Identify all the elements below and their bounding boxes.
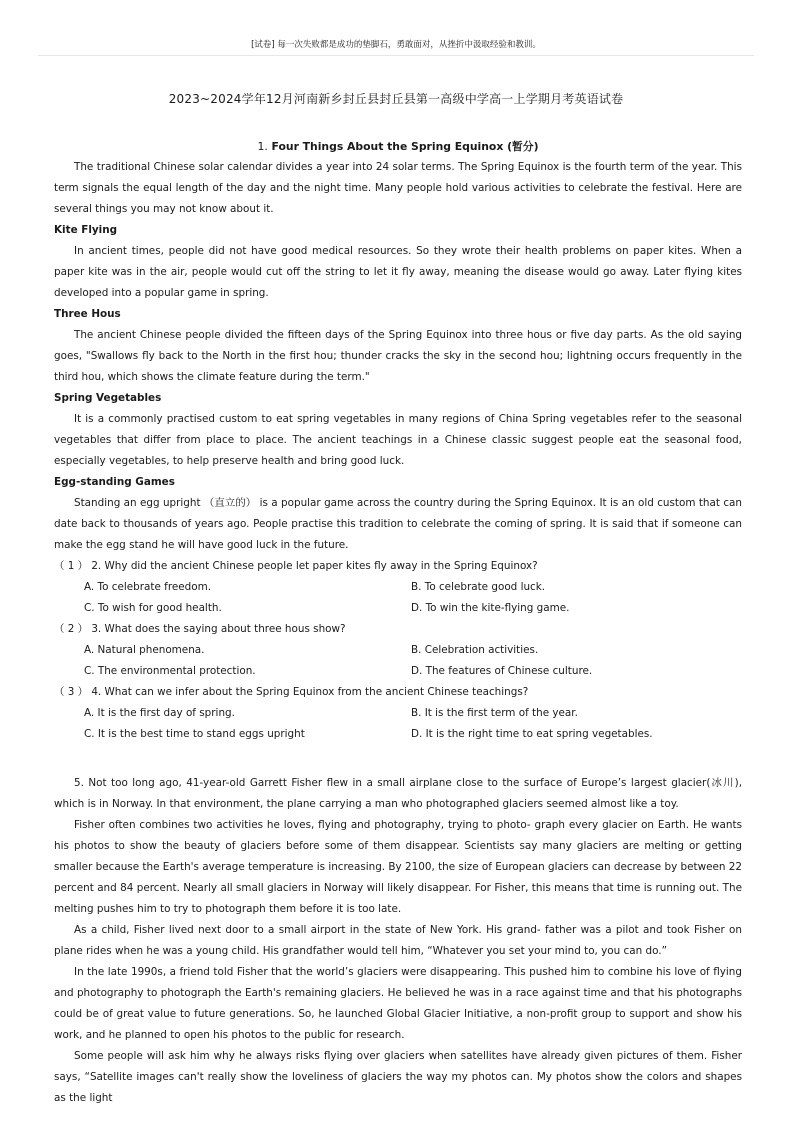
part-text: Standing an egg upright （直立的） is a popular game across the country during the Spring Equinox. It is an old custom that can date back to thousands of years ago. People practise this tradition to celebrate the coming of spring. It is said that if someone can make the egg stand he will have good luck in the future. [54, 497, 742, 551]
section-gap [54, 745, 742, 773]
question-text: 2. Why did the ancient Chinese people let paper kites fly away in the Spring Equinox? [91, 560, 538, 572]
option-grid [54, 577, 742, 619]
header-divider [38, 55, 754, 56]
option-grid [54, 640, 742, 682]
answer-blank[interactable]: （ 1 ） [54, 560, 88, 572]
passage-paragraph: Some people will ask him why he always risks flying over glaciers when satellites have already given pictures of them. Fisher says, “Satellite images can't really show the loveliness of glaciers the way my photos can. My photos show the colors and shapes as the light [54, 1050, 742, 1104]
section1-intro: The traditional Chinese solar calendar divides a year into 24 solar terms. The Spring Equinox is the fourth term of the year. This term signals the equal length of the day and the night time. Many people hold various activities to celebrate the festival. Here are several things you may not know about it. [54, 161, 742, 215]
option[interactable]: B. To celebrate good luck. [411, 581, 546, 593]
answer-blank[interactable]: （ 3 ） [54, 686, 88, 698]
section1-heading-number: 1. [257, 140, 268, 153]
option[interactable]: B. It is the first term of the year. [411, 707, 578, 719]
section1-heading-title: Four Things About the Spring Equinox [271, 140, 504, 153]
part-heading: Kite Flying [54, 224, 118, 236]
option[interactable]: A. To celebrate freedom. [84, 581, 212, 593]
option-grid [54, 703, 742, 745]
option[interactable]: D. The features of Chinese culture. [411, 665, 593, 677]
question-stem [54, 619, 742, 640]
passage-paragraph: 5. Not too long ago, 41-year-old Garrett Fisher flew in a small airplane close to the surface of Europe’s largest glacier(冰川), which is in Norway. In that environment, the plane carrying a man who photographed glaciers seemed almost like a toy. [54, 777, 742, 810]
option[interactable]: C. The environmental protection. [84, 665, 256, 677]
part-heading: Egg-standing Games [54, 476, 175, 488]
option[interactable]: C. To wish for good health. [84, 602, 222, 614]
question-stem [54, 556, 742, 577]
question-text: 4. What can we infer about the Spring Equinox from the ancient Chinese teachings? [91, 686, 529, 698]
part-text: It is a commonly practised custom to eat spring vegetables in many regions of China Spring vegetables refer to the seasonal vegetables that differ from place to place. The ancient teachings in a Chinese classic suggest people eat the seasonal food, especially vegetables, to help preserve health and bring good luck. [54, 413, 742, 467]
passage-paragraph: Fisher often combines two activities he loves, flying and photography, trying to photo- graph every glacier on Earth. He wants his photos to show the beauty of glaciers before some of them disappear. Scientists say many glaciers are melting or getting smaller because the Earth's average temperature is increasing. By 2100, the size of European glaciers can decrease by between 22 percent and 84 percent. Nearly all small glaciers in Norway will likely disappear. For Fisher, this means that time is running out. The melting pushes him to try to photograph them before it is too late. [54, 819, 742, 915]
option[interactable]: C. It is the best time to stand eggs upright [84, 728, 305, 740]
part-text: The ancient Chinese people divided the fifteen days of the Spring Equinox into three hous or five day parts. As the old saying goes, "Swallows fly back to the North in the first hou; thunder cracks the sky in the second hou; lightning occurs frequently in the third hou, which shows the climate feature during the term." [54, 329, 742, 383]
question-stem [54, 682, 742, 703]
answer-blank[interactable]: （ 2 ） [54, 623, 88, 635]
option[interactable]: D. To win the kite-flying game. [411, 602, 570, 614]
option[interactable]: D. It is the right time to eat spring vegetables. [411, 728, 653, 740]
document-body [54, 136, 742, 1109]
option[interactable]: A. Natural phenomena. [84, 644, 205, 656]
part-heading: Spring Vegetables [54, 392, 162, 404]
passage-paragraph: In the late 1990s, a friend told Fisher that the world’s glaciers were disappearing. This pushed him to combine his love of flying and photography to photograph the Earth's remaining glaciers. He believed he was in a race against time and that his photographs could be of great value to future generations. So, he launched Global Glacier Initiative, a non-profit group to support and show his work, and he planned to open his photos to the public for research. [54, 966, 742, 1041]
part-heading: Three Hous [54, 308, 121, 320]
option[interactable]: B. Celebration activities. [411, 644, 539, 656]
page-header-note: [试卷] 每一次失败都是成功的垫脚石，勇敢面对，从挫折中汲取经验和教训。 [251, 40, 541, 50]
option[interactable]: A. It is the first day of spring. [84, 707, 235, 719]
passage-paragraph: As a child, Fisher lived next door to a small airport in the state of New York. His grand- father was a pilot and took Fisher on plane rides when he was a young child. His grandfather would tell him, “Whatever you set your mind to, you can do.” [54, 924, 742, 957]
section1-heading [54, 136, 742, 157]
document-title: 2023~2024学年12月河南新乡封丘县封丘县第一高级中学高一上学期月考英语试卷 [168, 92, 624, 106]
question-text: 3. What does the saying about three hous show? [91, 623, 346, 635]
part-text: In ancient times, people did not have good medical resources. So they wrote their health problems on paper kites. When a paper kite was in the air, people would cut off the string to let it fly away, meaning the disease would go away. Later flying kites developed into a popular game in spring. [54, 245, 742, 299]
section1-heading-tag: (暂分) [507, 140, 539, 153]
